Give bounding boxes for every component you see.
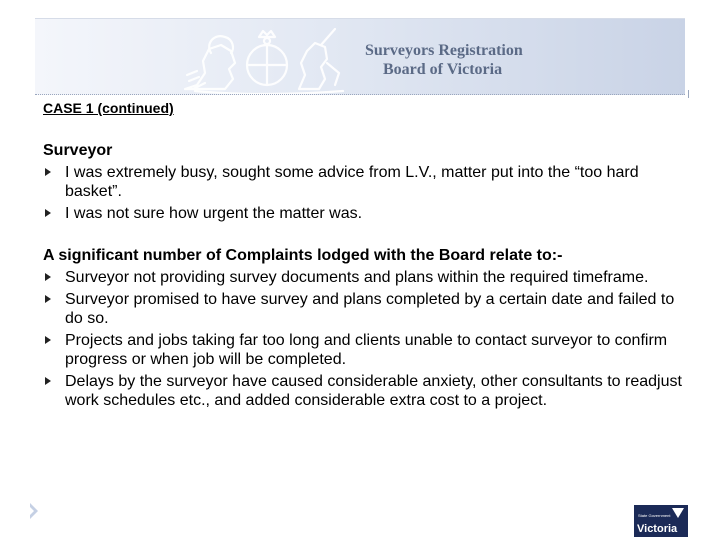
coat-of-arms-icon: [175, 23, 355, 95]
bullet-text: Delays by the surveyor have caused considerable anxiety, other consultants to readjust work schedules etc., and added considerable extra cost to a project.: [65, 373, 682, 409]
case-title: CASE 1 (continued): [43, 100, 174, 116]
header-divider-end: [680, 90, 689, 98]
complaints-heading: A significant number of Complaints lodged with the Board relate to:-: [43, 247, 563, 264]
bullet-arrow-icon: [45, 377, 51, 385]
list-item: [43, 163, 683, 201]
list-item: [43, 204, 683, 223]
bullet-arrow-icon: [45, 295, 51, 303]
header-banner: [35, 18, 685, 95]
logo-small-text: State Government: [638, 513, 671, 518]
org-name-line2: Board of Victoria: [383, 61, 503, 78]
bullet-text: Surveyor promised to have survey and plans completed by a certain date and failed to do so.: [65, 291, 675, 327]
bullet-arrow-icon: [45, 273, 51, 281]
bullet-arrow-icon: [45, 336, 51, 344]
slide-content: [43, 100, 683, 410]
logo-brand-text: Victoria: [637, 523, 678, 535]
list-item: [43, 290, 683, 328]
slide-nav-arrow-icon: [30, 503, 38, 519]
complaints-bullet-list: [43, 268, 683, 410]
surveyor-heading: Surveyor: [43, 142, 113, 159]
bullet-text: Projects and jobs taking far too long and clients unable to contact surveyor to confirm progress or when job will be completed.: [65, 332, 668, 368]
bullet-arrow-icon: [45, 209, 51, 217]
header-divider: [35, 94, 685, 95]
org-name-line1: Surveyors Registration: [365, 42, 523, 59]
list-item: [43, 268, 683, 287]
list-item: [43, 372, 683, 410]
logo-triangle-icon: [672, 508, 684, 518]
bullet-arrow-icon: [45, 168, 51, 176]
bullet-text: I was extremely busy, sought some advice from L.V., matter put into the “too hard basket”.: [65, 164, 639, 200]
organisation-name: [365, 41, 565, 79]
bullet-text: Surveyor not providing survey documents and plans within the required timeframe.: [65, 269, 649, 286]
list-item: [43, 331, 683, 369]
victoria-government-logo: [634, 505, 688, 537]
bullet-text: I was not sure how urgent the matter was.: [65, 205, 363, 222]
surveyor-bullet-list: [43, 163, 683, 223]
